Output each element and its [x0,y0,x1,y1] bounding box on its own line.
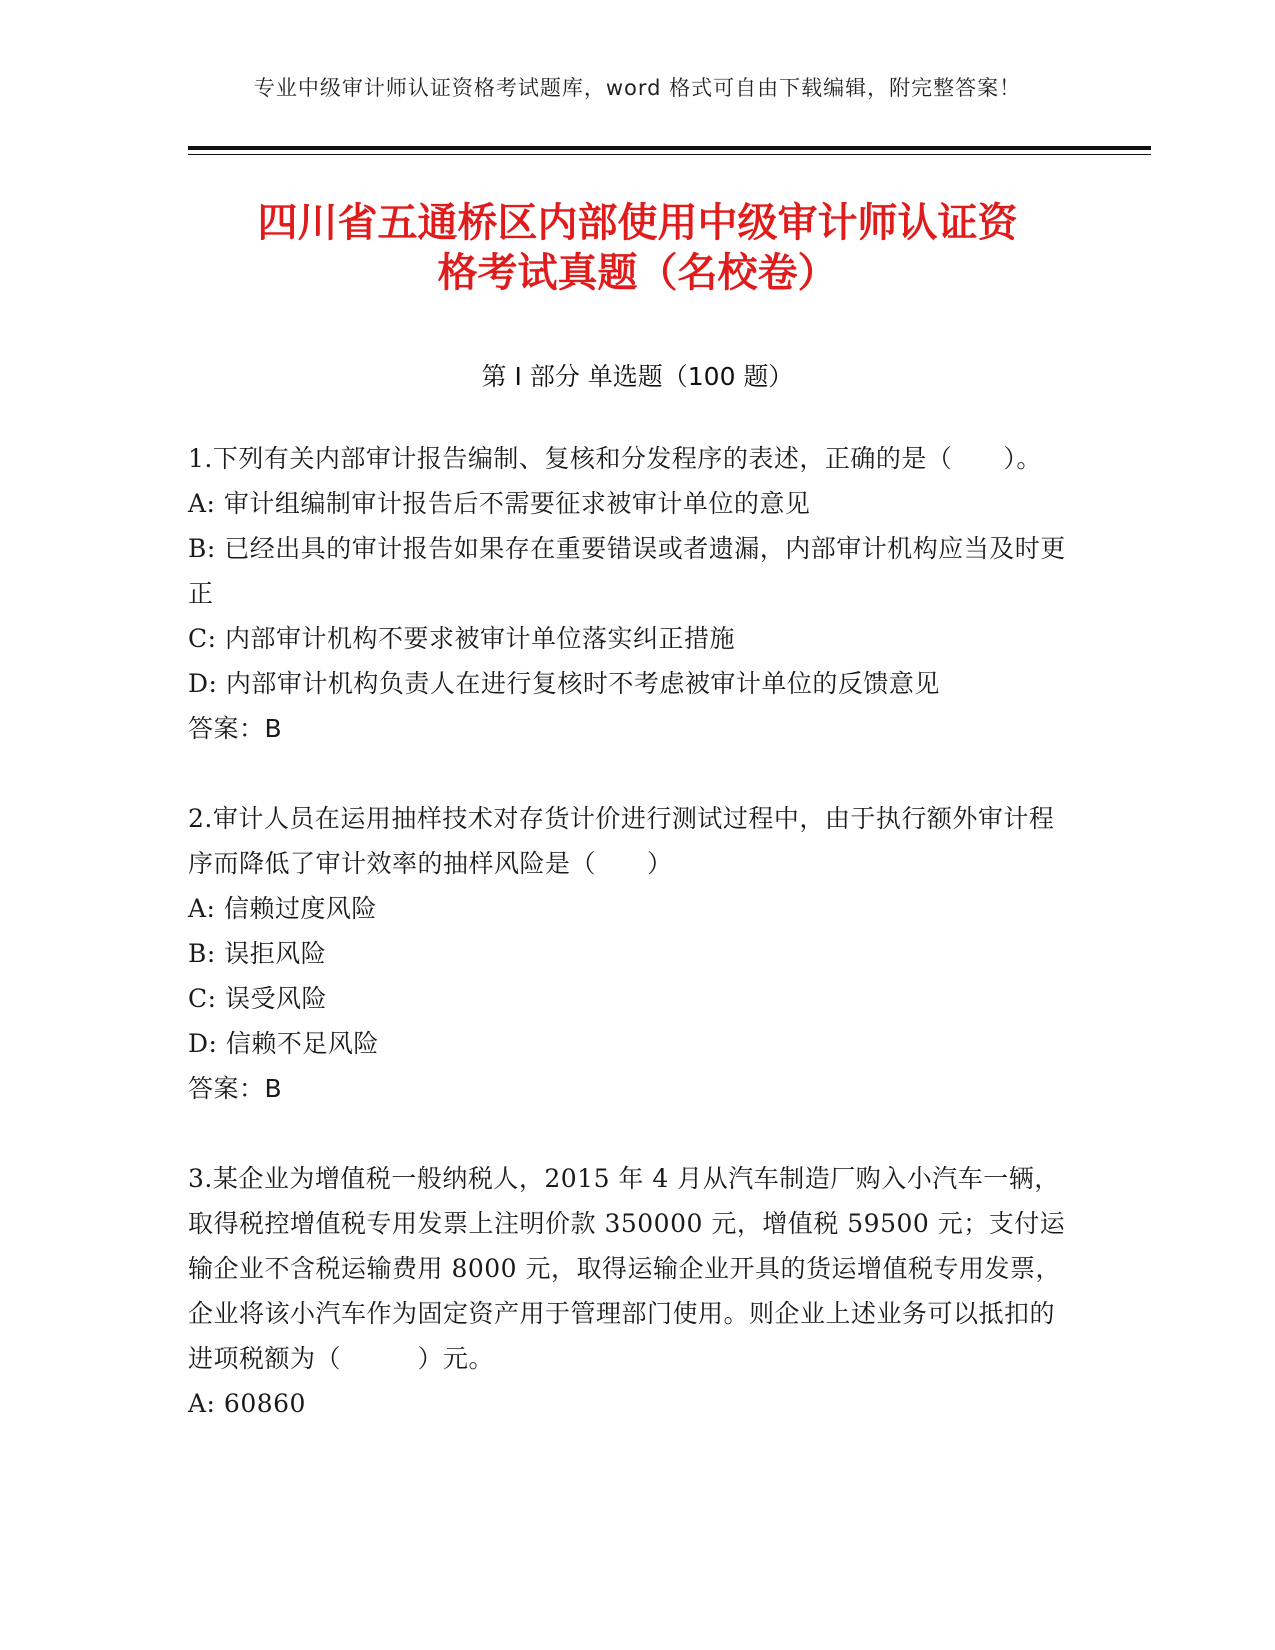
answer: 答案：B [188,1074,283,1103]
question-2 [188,796,1078,1111]
question-spacer [188,751,1078,796]
answer: 答案：B [188,714,283,743]
question-stem: 1.下列有关内部审计报告编制、复核和分发程序的表述，正确的是（ ）。 [188,444,1042,473]
question-stem: 3.某企业为增值税一般纳税人，2015 年 4 月从汽车制造厂购入小汽车一辆，取得税控增值税专用发票上注明价款 350000 元，增值税 59500 元；支付运输企业不含税运输费用 8000 元，取得运输企业开具的货运增值税专用发票，企业将该小汽车作为固定资产用于管理部门使用。则企业上述业务可以抵扣的进项税额为（ ）元。 [188,1164,1066,1373]
question-1 [188,436,1078,751]
header-note: 专业中级审计师认证资格考试题库，word 格式可自由下载编辑，附完整答案！ [253,76,1022,100]
document-title [180,198,1095,298]
option-a: A: 审计组编制审计报告后不需要征求被审计单位的意见 [188,489,811,518]
option-d: D: 信赖不足风险 [188,1029,379,1058]
section-heading: 第 I 部分 单选题（100 题） [481,362,794,391]
header-rule-thick [188,146,1151,150]
document-title-line-2: 格考试真题（名校卷） [437,250,838,296]
option-c: C: 内部审计机构不要求被审计单位落实纠正措施 [188,624,735,653]
option-a: A: 60860 [188,1389,306,1418]
question-3 [188,1156,1078,1426]
question-list [188,436,1078,1426]
option-b: B: 误拒风险 [188,939,327,968]
option-a: A: 信赖过度风险 [188,894,377,923]
option-c: C: 误受风险 [188,984,327,1013]
question-stem: 2.审计人员在运用抽样技术对存货计价进行测试过程中，由于执行额外审计程序而降低了审计效率的抽样风险是（ ） [188,804,1055,878]
option-b: B: 已经出具的审计报告如果存在重要错误或者遗漏，内部审计机构应当及时更正 [188,534,1066,608]
question-spacer [188,1111,1078,1156]
header-rule-thin [188,154,1151,155]
document-title-line-1: 四川省五通桥区内部使用中级审计师认证资 [257,200,1018,246]
option-d: D: 内部审计机构负责人在进行复核时不考虑被审计单位的反馈意见 [188,669,940,698]
